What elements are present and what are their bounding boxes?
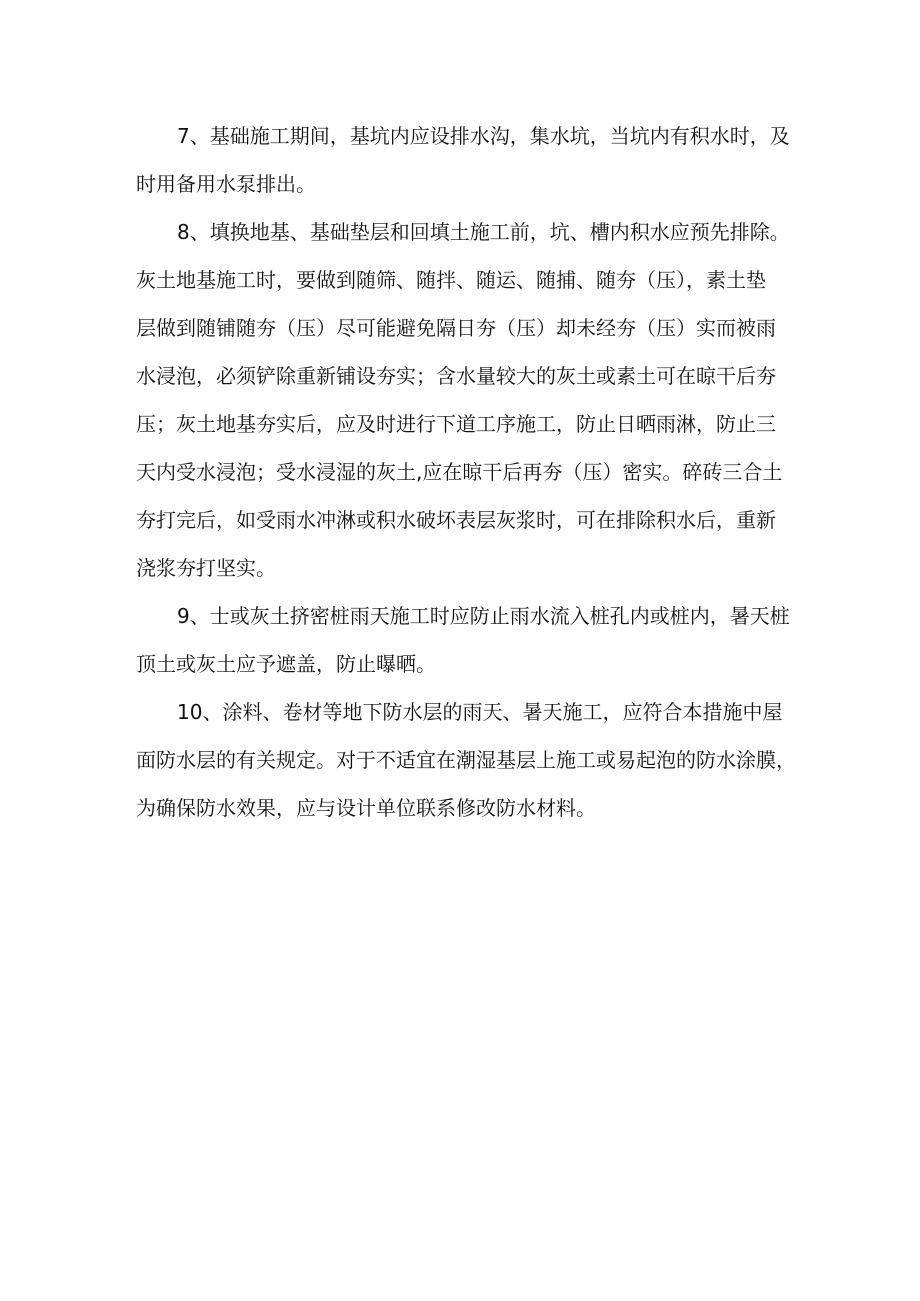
text-line: 顶土或灰土应予遮盖，防止曝晒。 bbox=[136, 652, 436, 676]
text-line: 面防水层的有关规定。对于不适宜在潮湿基层上施工或易起泡的防水涂膜， bbox=[136, 748, 796, 772]
paragraph-9 bbox=[136, 592, 791, 688]
text-line: 层做到随铺随夯（压）尽可能避免隔日夯（压）却未经夯（压）实而被雨 bbox=[136, 316, 776, 340]
text-line: 时用备用水泵排出。 bbox=[136, 172, 316, 196]
text-line: 浇浆夯打坚实。 bbox=[136, 556, 276, 580]
text-line: 天内受水浸泡；受水浸湿的灰土,应在晾干后再夯（压）密实。碎砖三合土 bbox=[136, 460, 783, 484]
paragraph-10 bbox=[136, 688, 796, 832]
text-line: 灰土地基施工时，要做到随筛、随拌、随运、随捕、随夯（压），素土垫 bbox=[136, 268, 766, 292]
text-line: 夯打完后，如受雨水冲淋或积水破坏表层灰浆时，可在排除积水后，重新 bbox=[136, 508, 776, 532]
text-line: 10、涂料、卷材等地下防水层的雨天、暑天施工，应符合本措施中屋 bbox=[177, 700, 783, 724]
text-line: 压；灰土地基夯实后，应及时进行下道工序施工，防止日晒雨淋，防止三 bbox=[136, 412, 776, 436]
document-body bbox=[136, 112, 796, 832]
paragraph-7 bbox=[136, 112, 791, 208]
text-line: 7、基础施工期间，基坑内应设排水沟，集水坑，当坑内有积水时，及 bbox=[177, 124, 790, 148]
text-line: 8、填换地基、基础垫层和回填土施工前，坑、槽内积水应预先排除。 bbox=[177, 220, 790, 244]
paragraph-8 bbox=[136, 208, 791, 592]
text-line: 水浸泡，必须铲除重新铺设夯实；含水量较大的灰土或素土可在晾干后夯 bbox=[136, 364, 776, 388]
text-line: 为确保防水效果，应与设计单位联系修改防水材料。 bbox=[136, 796, 596, 820]
text-line: 9、士或灰土挤密桩雨天施工时应防止雨水流入桩孔内或桩内，暑天桩 bbox=[177, 604, 790, 628]
